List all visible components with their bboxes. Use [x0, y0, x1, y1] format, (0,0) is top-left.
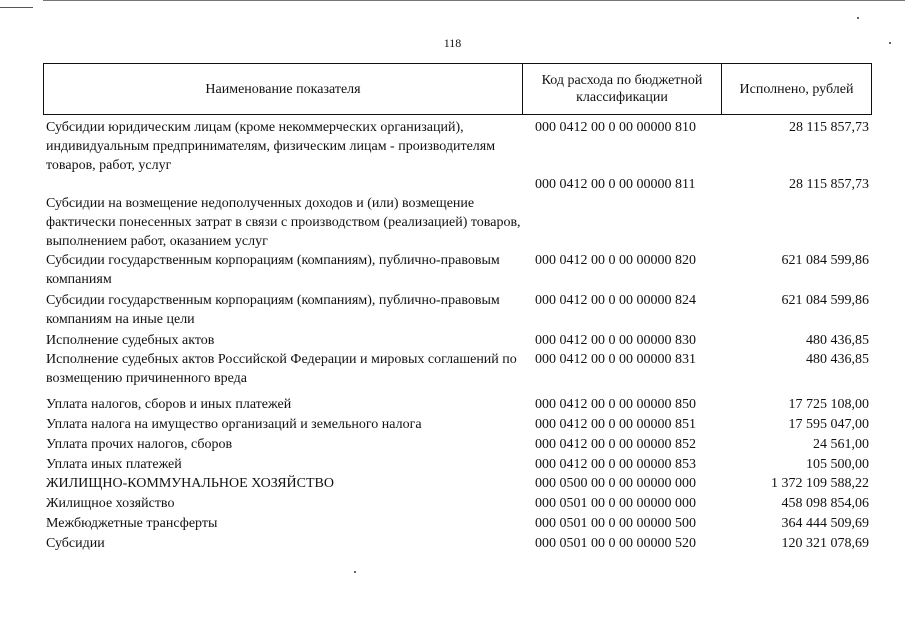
row-name: Исполнение судебных актов Российской Федерации и мировых соглашений по возмещению причиненного вреда: [46, 352, 517, 386]
table-row: [43, 194, 872, 251]
table-row: [43, 175, 872, 194]
row-name: Субсидии юридическим лицам (кроме некоммерческих организаций), индивидуальным предпринимателям, физическим лицам - производителям товаров, работ, услуг: [46, 120, 496, 173]
row-code: 000 0412 00 0 00 00000 824: [535, 293, 696, 308]
scan-speck: [857, 17, 859, 19]
row-amount: 458 098 854,06: [781, 496, 869, 511]
row-amount: 105 500,00: [806, 457, 869, 472]
row-name: Уплата иных платежей: [46, 457, 182, 472]
row-code: 000 0412 00 0 00 00000 830: [535, 333, 696, 348]
row-code: 000 0412 00 0 00 00000 820: [535, 253, 696, 268]
row-name: Субсидии государственным корпорациям (компаниям), публично-правовым компаниям на иные цели: [46, 293, 500, 327]
row-code: [533, 194, 733, 251]
row-amount: 24 561,00: [813, 437, 869, 452]
table-row: [43, 494, 872, 514]
table-row: [43, 514, 872, 534]
table-row: [43, 395, 872, 415]
table-row: [43, 474, 872, 494]
table-header: [43, 63, 872, 115]
row-name: Уплата налогов, сборов и иных платежей: [46, 397, 292, 412]
row-amount: 621 084 599,86: [781, 293, 869, 308]
row-name: Жилищное хозяйство: [46, 496, 175, 511]
table-row: [43, 291, 872, 331]
row-amount: 480 436,85: [806, 333, 869, 348]
row-code: 000 0412 00 0 00 00000 852: [535, 437, 696, 452]
row-name: Уплата прочих налогов, сборов: [46, 437, 233, 452]
row-amount: 28 115 857,73: [789, 120, 869, 135]
row-amount: 621 084 599,86: [781, 253, 869, 268]
row-code: 000 0500 00 0 00 00000 000: [535, 476, 696, 491]
row-amount: [733, 194, 872, 251]
table-row: [43, 118, 872, 175]
table-row: [43, 331, 872, 350]
row-name: Исполнение судебных актов: [46, 333, 215, 348]
table-row: [43, 415, 872, 435]
row-name: Уплата налога на имущество организаций и земельного налога: [46, 417, 422, 432]
row-code: 000 0412 00 0 00 00000 850: [535, 397, 696, 412]
table-row: [43, 534, 872, 554]
scan-speck: [354, 571, 356, 573]
table-row: [43, 251, 872, 291]
scan-edge-line: [43, 0, 905, 1]
row-amount: 364 444 509,69: [781, 516, 869, 531]
row-name: [43, 175, 533, 194]
row-code: 000 0501 00 0 00 00000 000: [535, 496, 696, 511]
scan-corner-mark: [0, 7, 33, 8]
row-code: 000 0412 00 0 00 00000 831: [535, 352, 696, 367]
row-code: 000 0501 00 0 00 00000 520: [535, 536, 696, 551]
row-amount: 1 372 109 588,22: [771, 476, 869, 491]
row-amount: 120 321 078,69: [781, 536, 869, 551]
row-name: Субсидии на возмещение недополученных доходов и (или) возмещение фактически понесенных затрат в связи с производством (реализацией) товаров, выполнением работ, оказанием услуг: [46, 196, 521, 249]
row-amount: 17 725 108,00: [788, 397, 869, 412]
row-amount: 480 436,85: [806, 352, 869, 367]
header-name-column: Наименование показателя: [205, 81, 361, 97]
table-body: [43, 118, 872, 554]
row-name: Субсидии государственным корпорациям (компаниям), публично-правовым компаниям: [46, 253, 500, 287]
row-amount: 17 595 047,00: [788, 417, 869, 432]
row-name: Субсидии: [46, 536, 105, 551]
table-row: [43, 455, 872, 474]
row-code: 000 0412 00 0 00 00000 851: [535, 417, 696, 432]
row-amount: 28 115 857,73: [789, 177, 869, 192]
page-number: 118: [443, 36, 462, 50]
table-row: [43, 435, 872, 455]
row-code: 000 0412 00 0 00 00000 811: [535, 177, 696, 192]
table-row: [43, 350, 872, 395]
row-name: Межбюджетные трансферты: [46, 516, 218, 531]
row-name: ЖИЛИЩНО-КОММУНАЛЬНОЕ ХОЗЯЙСТВО: [46, 476, 334, 491]
row-code: 000 0412 00 0 00 00000 810: [535, 120, 696, 135]
header-amount-column: Исполнено, рублей: [721, 64, 871, 114]
row-code: 000 0501 00 0 00 00000 500: [535, 516, 696, 531]
row-code: 000 0412 00 0 00 00000 853: [535, 457, 696, 472]
header-code-column: Код расхода по бюджетной классификации: [522, 64, 721, 114]
